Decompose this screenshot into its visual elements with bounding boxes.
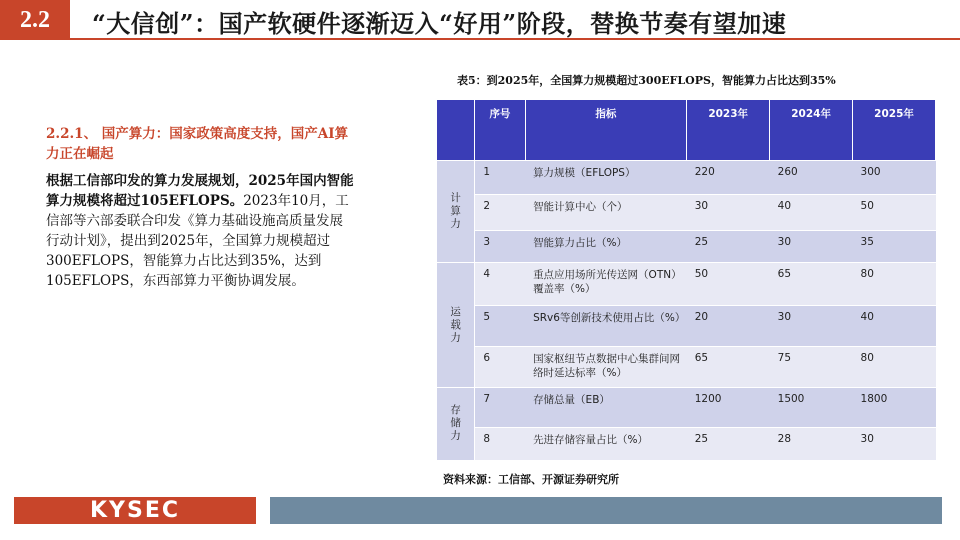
table-row (437, 231, 936, 263)
value-2025-cell: 1800 (853, 388, 936, 428)
table-row (437, 347, 936, 388)
value-2025-cell: 300 (853, 161, 936, 195)
header-cell: 2024年 (770, 100, 853, 161)
row-number-cell: 8 (475, 428, 525, 460)
value-2024-cell: 75 (770, 347, 853, 388)
source-note: 资料来源：工信部、开源证券研究所 (443, 473, 619, 486)
value-2023-cell: 25 (687, 231, 770, 263)
value-2024-cell: 30 (770, 306, 853, 347)
title-divider (70, 38, 960, 40)
value-2024-cell: 1500 (770, 388, 853, 428)
row-number-cell: 4 (475, 263, 525, 306)
table-header-row (437, 100, 936, 161)
body-text-rest: 2023年10月，工信部等六部委联合印发《算力基础设施高质量发展行动计划》，提出到2025年，全国算力规模超过300EFLOPS，智能算力占比达到35%，达到105EFLOPS，东西部算力平衡协调发展。 (46, 193, 349, 289)
section-number-badge: 2.2 (0, 0, 70, 40)
metric-cell: 存储总量（EB） (525, 388, 687, 428)
value-2023-cell: 25 (687, 428, 770, 460)
table-row (437, 263, 936, 306)
group-label-cell: 运 载 力 (437, 263, 475, 388)
subsection-heading: 2.2.1、 国产算力：国家政策高度支持，国产AI算力正在崛起 (46, 126, 349, 162)
header-cell: 指标 (525, 100, 687, 161)
row-number-cell: 6 (475, 347, 525, 388)
body-bold-lead: 根据工信部印发的算力发展规划，2025年国内智能算力规模将超过105EFLOPS。 (46, 173, 354, 209)
group-label-cell: 计 算 力 (437, 161, 475, 263)
table-row (437, 195, 936, 231)
table-body (437, 161, 936, 460)
row-number-cell: 7 (475, 388, 525, 428)
value-2025-cell: 30 (853, 428, 936, 460)
metric-cell: SRv6等创新技术使用占比（%） (525, 306, 687, 347)
table-row (437, 306, 936, 347)
metric-cell: 国家枢纽节点数据中心集群间网络时延达标率（%） (525, 347, 687, 388)
metric-cell: 重点应用场所光传送网（OTN）覆盖率（%） (525, 263, 687, 306)
kysec-logo: KYSEC (14, 497, 256, 524)
value-2023-cell: 220 (687, 161, 770, 195)
metric-cell: 先进存储容量占比（%） (525, 428, 687, 460)
value-2024-cell: 28 (770, 428, 853, 460)
table-caption: 表5：到2025年，全国算力规模超过300EFLOPS，智能算力占比达到35% (457, 74, 836, 87)
header-cell: 序号 (475, 100, 525, 161)
value-2023-cell: 65 (687, 347, 770, 388)
value-2024-cell: 65 (770, 263, 853, 306)
value-2025-cell: 40 (853, 306, 936, 347)
metric-cell: 智能算力占比（%） (525, 231, 687, 263)
row-number-cell: 3 (475, 231, 525, 263)
value-2024-cell: 40 (770, 195, 853, 231)
metric-cell: 智能计算中心（个） (525, 195, 687, 231)
value-2023-cell: 30 (687, 195, 770, 231)
value-2025-cell: 50 (853, 195, 936, 231)
value-2024-cell: 260 (770, 161, 853, 195)
header-cell: 2025年 (853, 100, 936, 161)
row-number-cell: 2 (475, 195, 525, 231)
value-2025-cell: 35 (853, 231, 936, 263)
body-paragraph (46, 171, 356, 291)
metric-cell: 算力规模（EFLOPS） (525, 161, 687, 195)
table-row (437, 388, 936, 428)
value-2023-cell: 50 (687, 263, 770, 306)
value-2023-cell: 1200 (687, 388, 770, 428)
row-number-cell: 1 (475, 161, 525, 195)
value-2023-cell: 20 (687, 306, 770, 347)
header-cell: 2023年 (687, 100, 770, 161)
value-2024-cell: 30 (770, 231, 853, 263)
table-row (437, 428, 936, 460)
page-title: “大信创”：国产软硬件逐渐迈入“好用”阶段，替换节奏有望加速 (92, 9, 787, 38)
value-2025-cell: 80 (853, 263, 936, 306)
row-number-cell: 5 (475, 306, 525, 347)
group-label-cell: 存 储 力 (437, 388, 475, 460)
computing-power-table (437, 100, 936, 460)
footer-bar (270, 497, 942, 524)
header-group-blank (437, 100, 475, 161)
table-row (437, 161, 936, 195)
value-2025-cell: 80 (853, 347, 936, 388)
